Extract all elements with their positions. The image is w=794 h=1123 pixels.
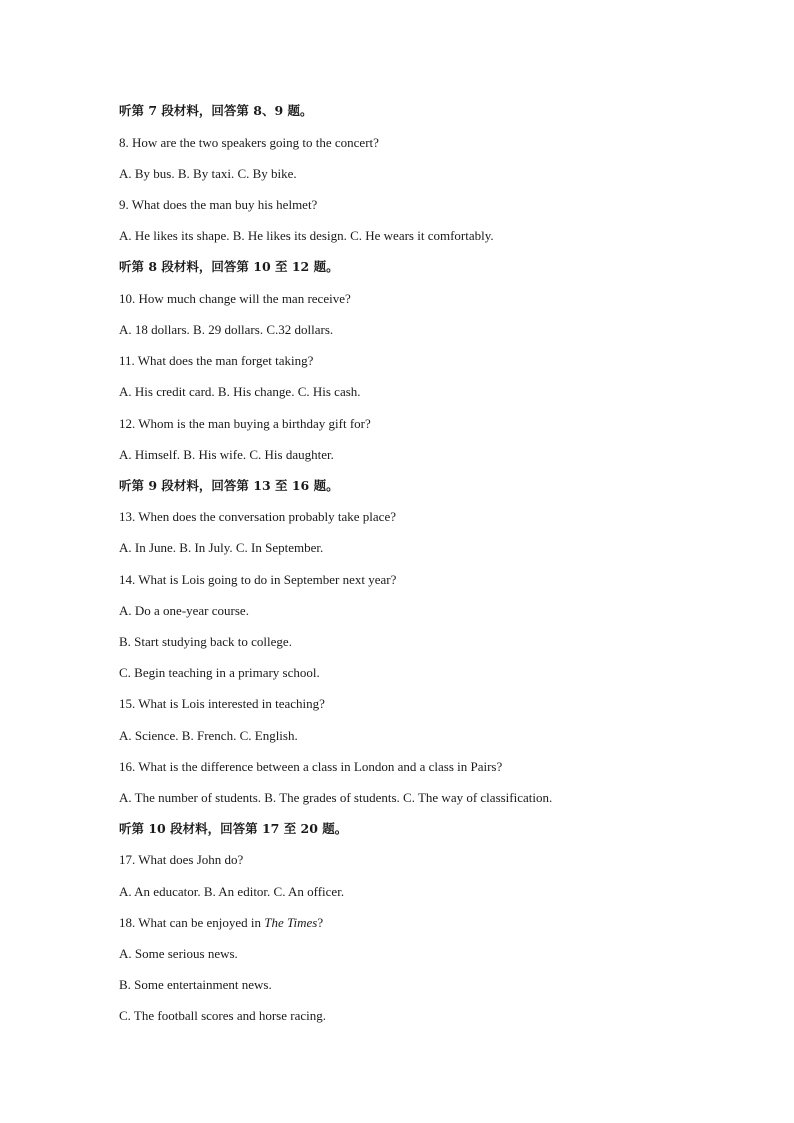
question-mark: ? — [317, 915, 324, 930]
option-14b: B. Start studying back to college. — [119, 634, 292, 649]
options-11: A. His credit card. B. His change. C. His cash. — [119, 384, 361, 399]
option-18b: B. Some entertainment news. — [119, 977, 272, 992]
options-16: A. The number of students. B. The grades of students. C. The way of classification. — [119, 790, 553, 805]
question-10: 10. How much change will the man receive? — [119, 291, 351, 306]
options-13: A. In June. B. In July. C. In September. — [119, 540, 324, 555]
question-9: 9. What does the man buy his helmet? — [119, 197, 318, 212]
options-17: A. An educator. B. An editor. C. An officer. — [119, 884, 345, 899]
option-14c: C. Begin teaching in a primary school. — [119, 665, 320, 680]
options-9: A. He likes its shape. B. He likes its design. C. He wears it comfortably. — [119, 228, 494, 243]
question-18-text: 18. What can be enjoyed in — [119, 915, 265, 930]
question-14: 14. What is Lois going to do in September next year? — [119, 572, 397, 587]
question-15: 15. What is Lois interested in teaching? — [119, 696, 325, 711]
option-14a: A. Do a one-year course. — [119, 603, 249, 618]
publication-title: The Times — [264, 915, 318, 930]
section-heading: 听第 10 段材料，回答第 17 至 20 题。 — [119, 821, 348, 836]
section-heading: 听第 9 段材料，回答第 13 至 16 题。 — [119, 478, 339, 493]
question-8: 8. How are the two speakers going to the concert? — [119, 135, 379, 150]
question-11: 11. What does the man forget taking? — [119, 353, 314, 368]
question-16: 16. What is the difference between a class in London and a class in Pairs? — [119, 759, 503, 774]
option-18c: C. The football scores and horse racing. — [119, 1008, 326, 1023]
options-10: A. 18 dollars. B. 29 dollars. C.32 dollars. — [119, 322, 334, 337]
options-8: A. By bus. B. By taxi. C. By bike. — [119, 166, 297, 181]
section-heading: 听第 8 段材料，回答第 10 至 12 题。 — [119, 259, 339, 274]
options-15: A. Science. B. French. C. English. — [119, 728, 298, 743]
section-heading: 听第 7 段材料，回答第 8、9 题。 — [119, 103, 313, 118]
option-18a: A. Some serious news. — [119, 946, 238, 961]
question-13: 13. When does the conversation probably take place? — [119, 509, 396, 524]
question-12: 12. Whom is the man buying a birthday gift for? — [119, 416, 371, 431]
question-17: 17. What does John do? — [119, 852, 244, 867]
question-18 — [119, 915, 323, 931]
options-12: A. Himself. B. His wife. C. His daughter. — [119, 447, 334, 462]
